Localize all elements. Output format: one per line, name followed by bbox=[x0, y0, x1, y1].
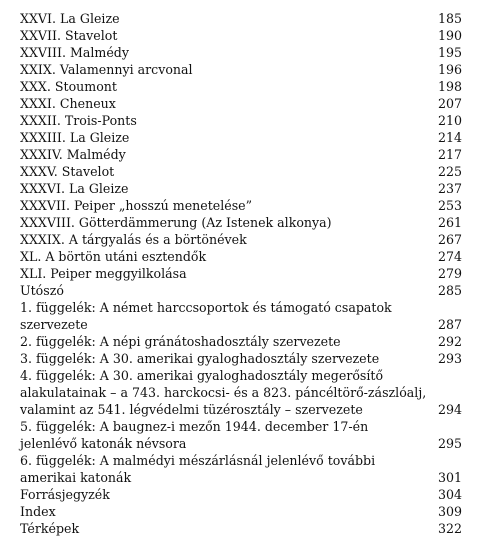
toc-entry bbox=[20, 27, 462, 44]
toc-entry-title: XL. A börtön utáni esztendők bbox=[20, 249, 207, 264]
toc-entry-title: XXVIII. Malmédy bbox=[20, 45, 129, 60]
toc-entry-title: XLI. Peiper meggyilkolása bbox=[20, 266, 187, 281]
toc-entry-page: 225 bbox=[437, 164, 462, 179]
toc-entry-title: XXVI. La Gleize bbox=[20, 11, 120, 26]
toc-entry-title: 5. függelék: A baugnez-i mezőn 1944. december 17-én jelenlévő katonák névsora bbox=[20, 419, 369, 451]
toc-entry bbox=[20, 520, 462, 537]
toc-entry-title: Utószó bbox=[20, 283, 64, 298]
toc-entry-title: XXVII. Stavelot bbox=[20, 28, 118, 43]
toc-entry-title: XXXV. Stavelot bbox=[20, 164, 115, 179]
toc-entry-title: XXXIV. Malmédy bbox=[20, 147, 126, 162]
toc-entry-title: XXXIII. La Gleize bbox=[20, 130, 130, 145]
toc-entry-page: 198 bbox=[437, 79, 462, 94]
toc-entry bbox=[20, 231, 462, 248]
toc-entry-title: XXXI. Cheneux bbox=[20, 96, 116, 111]
toc-entry bbox=[20, 44, 462, 61]
toc-entry-page: 217 bbox=[437, 147, 462, 162]
toc-entry-title: 4. függelék: A 30. amerikai gyaloghadosztály megerősítő alakulatainak – a 743. harckocsi- és a 823. páncéltörő-zászlóalj, valamint az 541. légvédelmi tüzérosztály – szervezete bbox=[20, 368, 427, 417]
toc-entry bbox=[20, 418, 462, 452]
toc-entry-page: 285 bbox=[437, 283, 462, 298]
toc-entry bbox=[20, 367, 462, 418]
toc-entry-page: 292 bbox=[437, 334, 462, 349]
toc-entry-page: 287 bbox=[437, 317, 462, 332]
toc-entry-page: 207 bbox=[437, 96, 462, 111]
toc-entry bbox=[20, 61, 462, 78]
toc-entry-page: 293 bbox=[437, 351, 462, 366]
toc-entry bbox=[20, 78, 462, 95]
toc-entry-page: 210 bbox=[437, 113, 462, 128]
toc-entry bbox=[20, 112, 462, 129]
toc-entry bbox=[20, 163, 462, 180]
toc-entry-page: 274 bbox=[437, 249, 462, 264]
toc-entry-title: 3. függelék: A 30. amerikai gyaloghadosztály szervezete bbox=[20, 351, 380, 366]
toc-entry-page: 237 bbox=[437, 181, 462, 196]
toc-entry bbox=[20, 299, 462, 333]
toc-entry-page: 214 bbox=[437, 130, 462, 145]
toc-entry bbox=[20, 503, 462, 520]
toc-entry bbox=[20, 248, 462, 265]
toc-entry bbox=[20, 10, 462, 27]
toc-entry-title: 2. függelék: A népi gránátoshadosztály szervezete bbox=[20, 334, 341, 349]
toc-entry-page: 185 bbox=[437, 11, 462, 26]
toc-entry bbox=[20, 95, 462, 112]
toc-entry bbox=[20, 146, 462, 163]
toc-entry-page: 195 bbox=[437, 45, 462, 60]
toc-entry-title: XXXII. Trois-Ponts bbox=[20, 113, 137, 128]
toc-entry-page: 267 bbox=[437, 232, 462, 247]
toc-entry-title: XXXVI. La Gleize bbox=[20, 181, 129, 196]
toc-entry-title: Forrásjegyzék bbox=[20, 487, 110, 502]
toc-entry-title: XXXIX. A tárgyalás és a börtönévek bbox=[20, 232, 247, 247]
toc-entry-page: 279 bbox=[437, 266, 462, 281]
toc-entry bbox=[20, 214, 462, 231]
toc-entry-page: 261 bbox=[437, 215, 462, 230]
toc-entry-page: 304 bbox=[437, 487, 462, 502]
toc-entry bbox=[20, 265, 462, 282]
toc-entry bbox=[20, 452, 462, 486]
toc-entry-page: 309 bbox=[437, 504, 462, 519]
toc-entry-title: Index bbox=[20, 504, 56, 519]
toc-entry-page: 322 bbox=[437, 521, 462, 536]
toc-entry bbox=[20, 333, 462, 350]
toc-entry bbox=[20, 350, 462, 367]
toc-entry-title: 6. függelék: A malmédyi mészárlásnál jelenlévő további amerikai katonák bbox=[20, 453, 376, 485]
toc-entry-page: 253 bbox=[437, 198, 462, 213]
table-of-contents bbox=[20, 10, 462, 537]
toc-entry bbox=[20, 129, 462, 146]
toc-entry-page: 294 bbox=[437, 402, 462, 417]
toc-entry bbox=[20, 486, 462, 503]
toc-entry-title: XXXVIII. Götterdämmerung (Az Istenek alkonya) bbox=[20, 215, 332, 230]
toc-entry-title: XXIX. Valamennyi arcvonal bbox=[20, 62, 193, 77]
toc-entry-page: 301 bbox=[437, 470, 462, 485]
toc-entry-title: Térképek bbox=[20, 521, 80, 536]
toc-entry-page: 295 bbox=[437, 436, 462, 451]
toc-entry bbox=[20, 197, 462, 214]
toc-entry-title: 1. függelék: A német harccsoportok és támogató csapatok szervezete bbox=[20, 300, 392, 332]
toc-entry-title: XXX. Stoumont bbox=[20, 79, 117, 94]
toc-entry-page: 190 bbox=[437, 28, 462, 43]
toc-entry bbox=[20, 282, 462, 299]
toc-entry bbox=[20, 180, 462, 197]
toc-entry-title: XXXVII. Peiper „hosszú menetelése” bbox=[20, 198, 253, 213]
toc-entry-page: 196 bbox=[437, 62, 462, 77]
